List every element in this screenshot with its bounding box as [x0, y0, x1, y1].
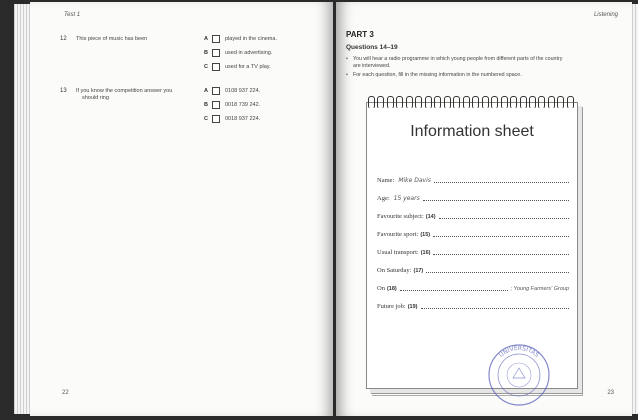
right-page-edges: [632, 4, 638, 414]
option-letter: C: [204, 64, 208, 70]
answer-line[interactable]: [400, 289, 508, 291]
instruction-line: are interviewed.: [353, 62, 391, 69]
question-number: (16): [420, 250, 431, 256]
option-text: 0018 739 242.: [225, 102, 261, 108]
option-letter: B: [204, 50, 208, 56]
notepad-spiral-binding: [364, 96, 578, 110]
spiral-ring: [434, 96, 441, 109]
left-page-header: Test 1: [64, 12, 81, 18]
field-future-job[interactable]: [377, 301, 569, 310]
spiral-ring: [415, 96, 422, 109]
option-text: 0108 937 224.: [225, 88, 261, 94]
spiral-ring: [453, 96, 460, 109]
answer-line[interactable]: [421, 307, 570, 309]
option-letter: C: [204, 116, 208, 122]
field-favourite-subject[interactable]: [377, 211, 569, 220]
spiral-ring: [538, 96, 545, 109]
question-12-text: This piece of music has been: [76, 36, 148, 42]
left-page-edges: [14, 4, 30, 414]
field-age[interactable]: [377, 193, 569, 202]
spiral-ring: [491, 96, 498, 109]
question-13-text-line1: If you know the competition answer you: [76, 88, 173, 94]
part-title: PART 3: [346, 30, 374, 39]
question-number: (18): [386, 286, 397, 292]
option-text: 0018 937 224.: [225, 116, 261, 122]
answer-checkbox[interactable]: [212, 115, 220, 123]
spiral-ring: [396, 96, 403, 109]
spiral-ring: [557, 96, 564, 109]
question-13-number: 13: [60, 88, 67, 94]
field-value[interactable]: 15 years: [393, 195, 420, 202]
answer-line[interactable]: [433, 235, 569, 237]
field-label: Favourite subject:: [377, 213, 424, 220]
spiral-ring: [472, 96, 479, 109]
field-value[interactable]: Mike Davis: [398, 177, 431, 184]
answer-line[interactable]: [426, 271, 569, 273]
field-label: On Saturday:: [377, 267, 412, 274]
instruction-line: • You will hear a radio programme in which young people from different parts of the country: [353, 56, 563, 62]
spiral-ring: [425, 96, 432, 109]
field-favourite-sport[interactable]: [377, 229, 569, 238]
field-label: Favourite sport:: [377, 231, 419, 238]
spiral-ring: [463, 96, 470, 109]
option-text: played in the cinema.: [225, 36, 277, 42]
right-page: [336, 2, 632, 416]
right-page-header: Listening: [593, 12, 618, 18]
field-label: Usual transport:: [377, 249, 419, 256]
spiral-ring: [567, 96, 574, 109]
answer-checkbox[interactable]: [212, 49, 220, 57]
question-12-option-a[interactable]: [204, 35, 277, 43]
question-number: (14): [425, 214, 436, 220]
option-letter: B: [204, 102, 208, 108]
question-13-option-c[interactable]: [204, 115, 260, 123]
field-on-saturday[interactable]: [377, 265, 569, 274]
question-12-number: 12: [60, 36, 67, 42]
answer-checkbox[interactable]: [212, 35, 220, 43]
instruction-line: • For each question, fill in the missing information in the numbered space.: [353, 72, 522, 78]
spiral-ring: [368, 96, 375, 109]
field-label: On: [377, 285, 385, 292]
field-suffix: ; Young Farmers' Group: [510, 286, 569, 292]
instruction-bullet-2: [346, 72, 618, 79]
field-label: Future job:: [377, 303, 406, 310]
answer-line[interactable]: [423, 199, 569, 201]
stamp-text: UNIVERSITAS: [497, 344, 541, 359]
spiral-ring: [548, 96, 555, 109]
option-letter: A: [204, 36, 208, 42]
option-text: used for a TV play.: [225, 64, 271, 70]
spiral-ring: [520, 96, 527, 109]
question-13-option-b[interactable]: [204, 101, 260, 109]
field-on-day[interactable]: [377, 283, 569, 292]
question-number: (15): [420, 232, 431, 238]
answer-line[interactable]: [439, 217, 569, 219]
svg-text:UNIVERSITAS: [498, 345, 540, 359]
answer-checkbox[interactable]: [212, 101, 220, 109]
option-letter: A: [204, 88, 208, 94]
spiral-ring: [482, 96, 489, 109]
spiral-ring: [387, 96, 394, 109]
field-label: Name:: [377, 177, 395, 184]
question-12-option-c[interactable]: [204, 63, 271, 71]
field-usual-transport[interactable]: [377, 247, 569, 256]
left-page-number: 22: [62, 390, 69, 396]
spiral-ring: [377, 96, 384, 109]
spiral-ring: [444, 96, 451, 109]
question-13-option-a[interactable]: [204, 87, 260, 95]
question-number: (19): [407, 304, 418, 310]
question-13-text-line2: should ring: [82, 95, 109, 101]
answer-line[interactable]: [433, 253, 569, 255]
option-text: used in advertising.: [225, 50, 273, 56]
question-12-option-b[interactable]: [204, 49, 272, 57]
university-stamp: [486, 342, 552, 408]
information-sheet-title: Information sheet: [410, 123, 534, 140]
field-name[interactable]: [377, 175, 569, 184]
spiral-ring: [510, 96, 517, 109]
spiral-ring: [529, 96, 536, 109]
answer-checkbox[interactable]: [212, 63, 220, 71]
spiral-ring: [501, 96, 508, 109]
question-range: Questions 14–19: [346, 44, 398, 51]
question-number: (17): [413, 268, 424, 274]
answer-line[interactable]: [434, 181, 569, 183]
spiral-ring: [406, 96, 413, 109]
left-page: [30, 2, 333, 416]
answer-checkbox[interactable]: [212, 87, 220, 95]
instruction-bullet-1: [346, 56, 618, 69]
right-page-number: 23: [607, 390, 614, 396]
field-label: Age:: [377, 195, 390, 202]
